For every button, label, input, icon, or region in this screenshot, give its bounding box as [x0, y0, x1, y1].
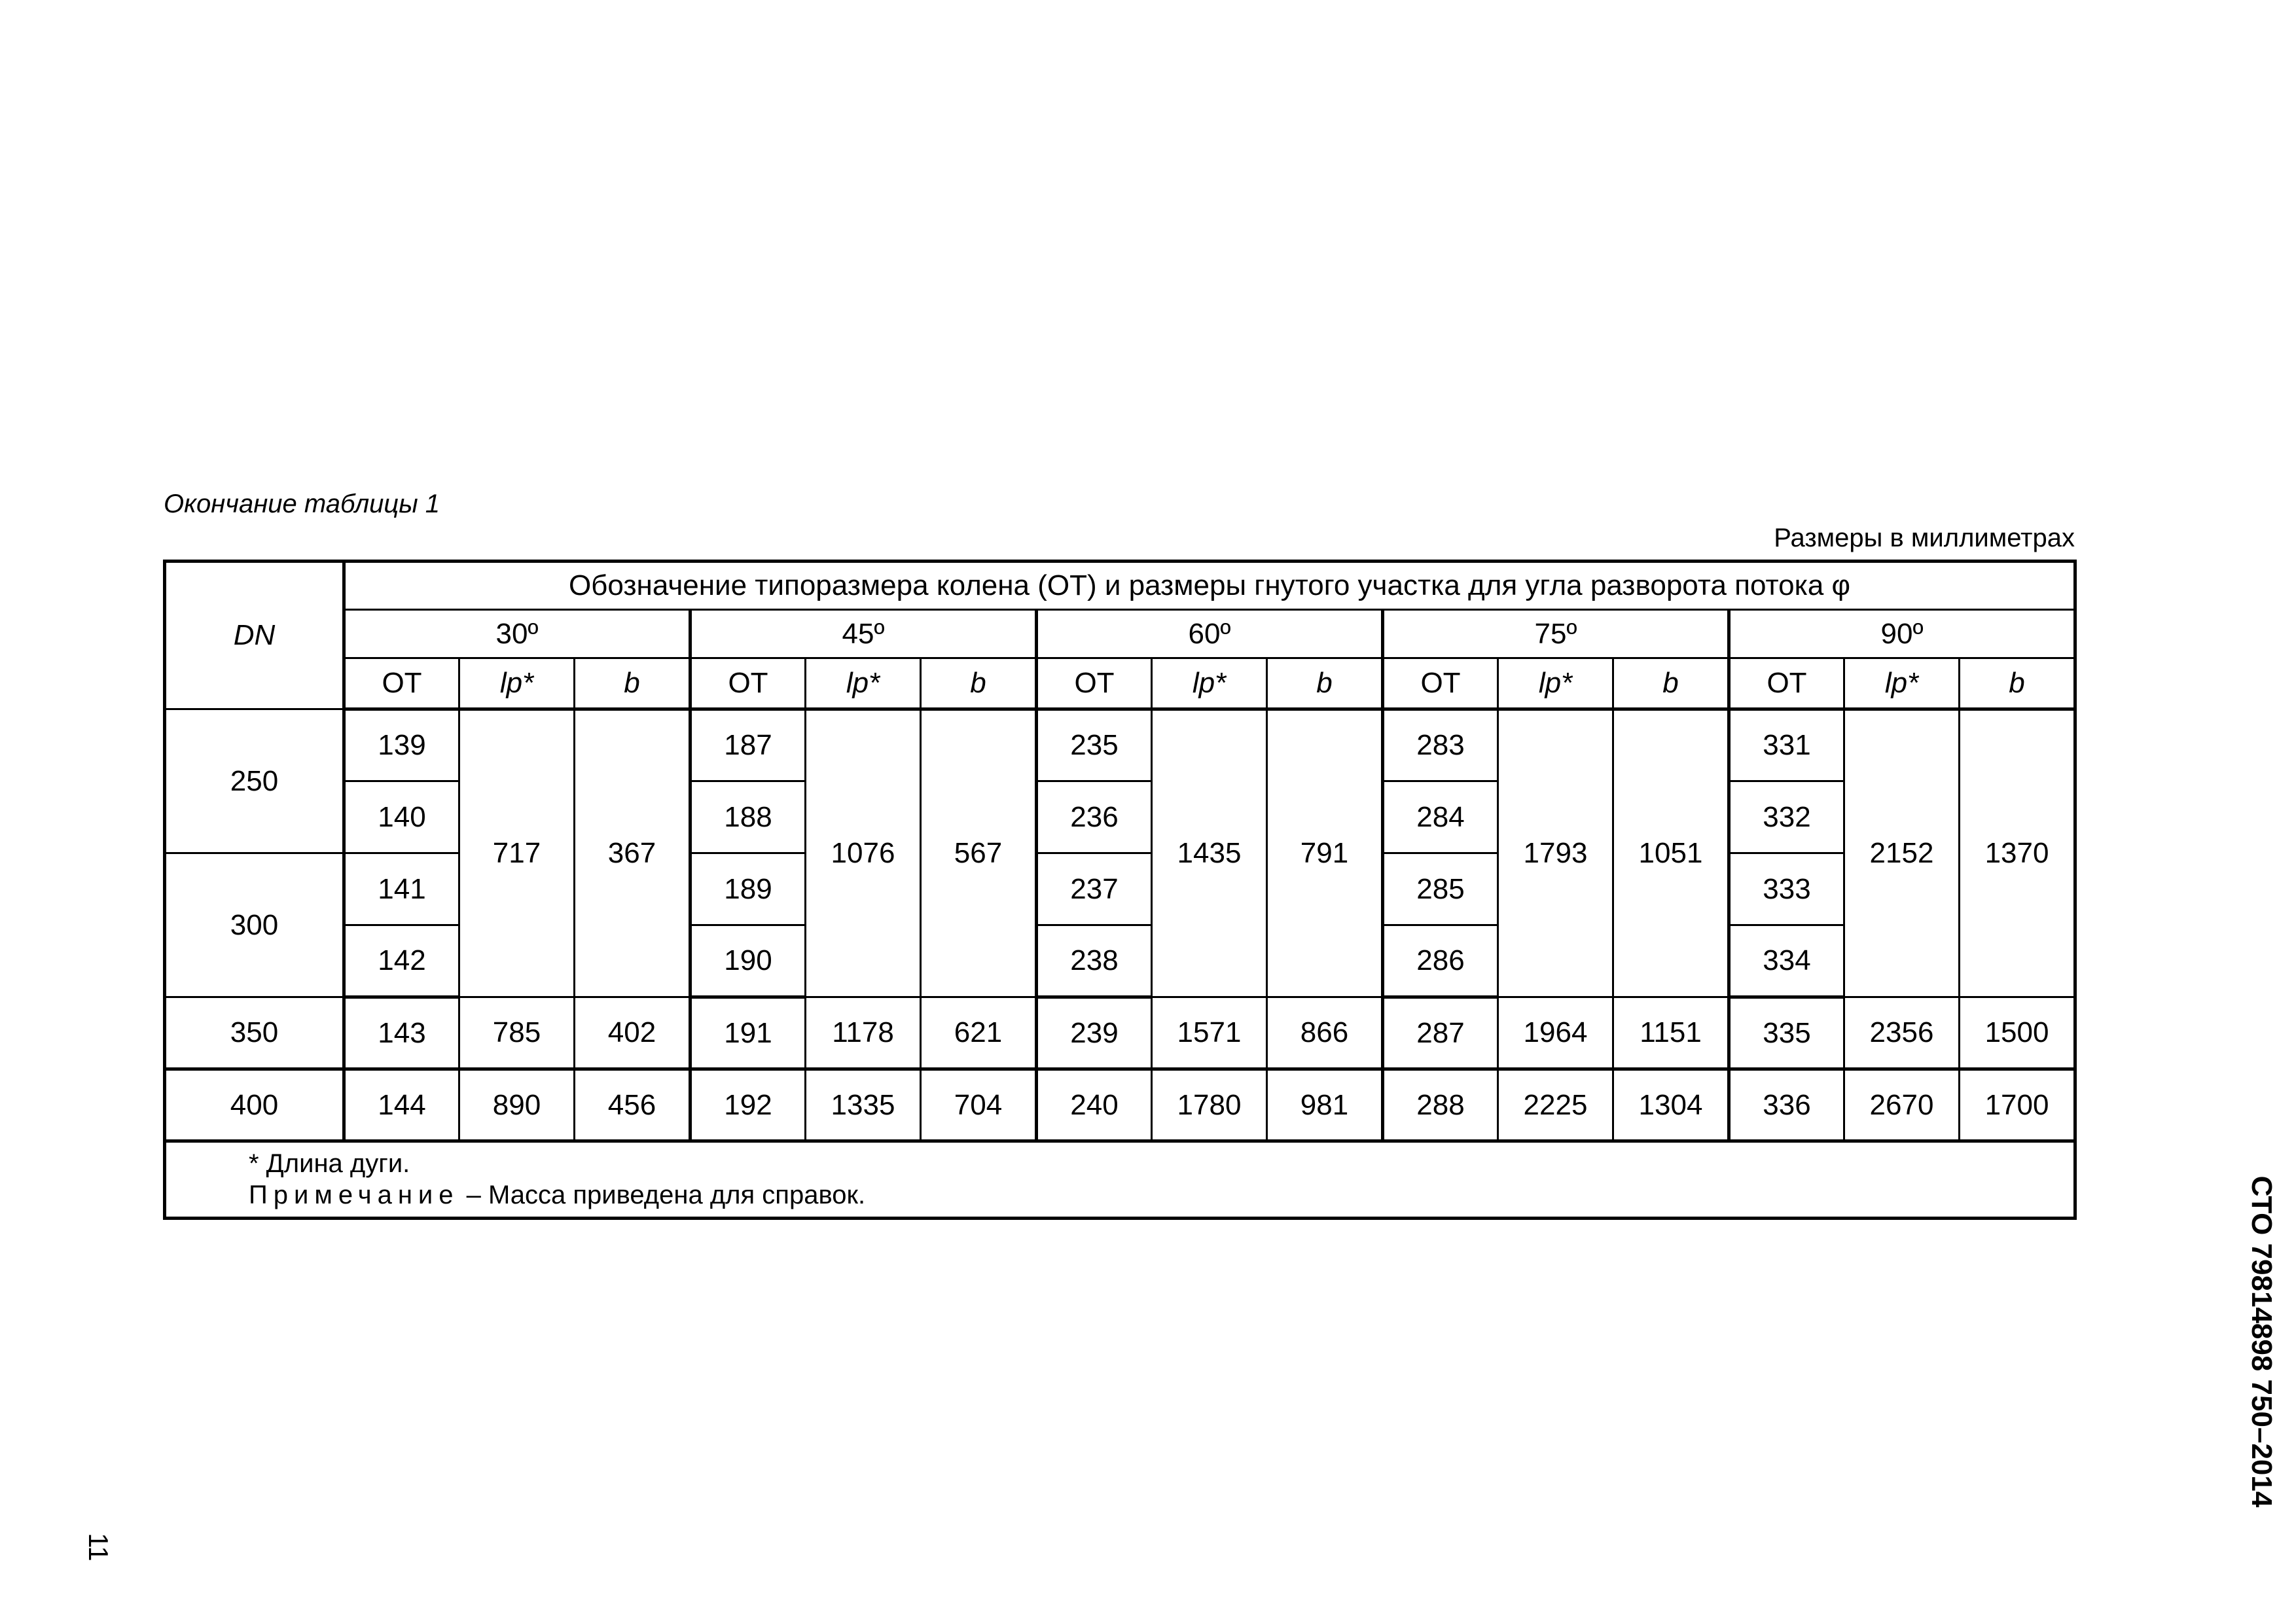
lp-cell: 1076 [806, 709, 921, 997]
b-cell: 367 [575, 709, 691, 997]
note-label: Примечание [249, 1181, 459, 1209]
standard-id: СТО 79814898 750–2014 [2246, 1175, 2278, 1508]
b-cell: 1051 [1613, 709, 1729, 997]
header-angle-60: 60º [1037, 610, 1383, 658]
ot-cell: 190 [691, 925, 806, 997]
lp-cell: 1178 [806, 997, 921, 1069]
ot-cell: 284 [1383, 781, 1498, 853]
subheader-b: b [921, 658, 1037, 709]
subheader-lp: lp* [806, 658, 921, 709]
page-number: 11 [82, 1533, 114, 1561]
note-text: – Масса приведена для справок. [459, 1181, 866, 1209]
b-cell: 456 [575, 1069, 691, 1141]
b-cell: 1500 [1960, 997, 2075, 1069]
lp-cell: 2152 [1844, 709, 1960, 997]
ot-cell: 187 [691, 709, 806, 781]
lp-cell: 785 [459, 997, 575, 1069]
ot-cell: 139 [344, 709, 459, 781]
header-angle-45: 45º [691, 610, 1037, 658]
dn-cell: 250 [165, 709, 344, 853]
subheader-lp: lp* [1844, 658, 1960, 709]
b-cell: 791 [1267, 709, 1383, 997]
dn-cell: 350 [165, 997, 344, 1069]
ot-cell: 142 [344, 925, 459, 997]
ot-cell: 331 [1729, 709, 1844, 781]
dn-cell: 400 [165, 1069, 344, 1141]
table-row [165, 1069, 2075, 1141]
subheader-lp: lp* [1498, 658, 1613, 709]
ot-cell: 285 [1383, 853, 1498, 925]
lp-cell: 717 [459, 709, 575, 997]
table-row [165, 997, 2075, 1069]
lp-cell: 1793 [1498, 709, 1613, 997]
units-note: Размеры в миллиметрах [1774, 524, 2075, 552]
ot-cell: 237 [1037, 853, 1152, 925]
ot-cell: 333 [1729, 853, 1844, 925]
b-cell: 704 [921, 1069, 1037, 1141]
lp-cell: 1964 [1498, 997, 1613, 1069]
b-cell: 402 [575, 997, 691, 1069]
b-cell: 866 [1267, 997, 1383, 1069]
table-caption: Окончание таблицы 1 [164, 490, 440, 518]
subheader-lp: lp* [459, 658, 575, 709]
subheader-b: b [1960, 658, 2075, 709]
b-cell: 621 [921, 997, 1037, 1069]
table-row [165, 925, 2075, 997]
b-cell: 1304 [1613, 1069, 1729, 1141]
header-main: Обозначение типоразмера колена (ОТ) и размеры гнутого участка для угла разворота потока φ [344, 562, 2075, 610]
header-angle-75: 75º [1383, 610, 1729, 658]
subheader-ot: ОТ [691, 658, 806, 709]
table-notes [165, 1141, 2075, 1219]
note-line [249, 1179, 2073, 1211]
ot-cell: 236 [1037, 781, 1152, 853]
lp-cell: 1780 [1152, 1069, 1267, 1141]
ot-cell: 141 [344, 853, 459, 925]
lp-cell: 2356 [1844, 997, 1960, 1069]
lp-cell: 890 [459, 1069, 575, 1141]
subheader-ot: ОТ [1037, 658, 1152, 709]
table-row [165, 781, 2075, 853]
ot-cell: 191 [691, 997, 806, 1069]
ot-cell: 336 [1729, 1069, 1844, 1141]
ot-cell: 283 [1383, 709, 1498, 781]
b-cell: 567 [921, 709, 1037, 997]
header-angle-90: 90º [1729, 610, 2075, 658]
subheader-ot: ОТ [344, 658, 459, 709]
lp-cell: 1435 [1152, 709, 1267, 997]
ot-cell: 287 [1383, 997, 1498, 1069]
lp-cell: 2670 [1844, 1069, 1960, 1141]
ot-cell: 332 [1729, 781, 1844, 853]
b-cell: 981 [1267, 1069, 1383, 1141]
ot-cell: 286 [1383, 925, 1498, 997]
subheader-ot: ОТ [1383, 658, 1498, 709]
ot-cell: 334 [1729, 925, 1844, 997]
ot-cell: 188 [691, 781, 806, 853]
header-dn: DN [165, 562, 344, 709]
subheader-b: b [1267, 658, 1383, 709]
header-angle-30: 30º [344, 610, 691, 658]
ot-cell: 140 [344, 781, 459, 853]
table-row [165, 709, 2075, 781]
dn-cell: 300 [165, 853, 344, 997]
subheader-lp: lp* [1152, 658, 1267, 709]
subheader-b: b [1613, 658, 1729, 709]
b-cell: 1370 [1960, 709, 2075, 997]
b-cell: 1700 [1960, 1069, 2075, 1141]
lp-cell: 1571 [1152, 997, 1267, 1069]
ot-cell: 335 [1729, 997, 1844, 1069]
lp-cell: 1335 [806, 1069, 921, 1141]
ot-cell: 238 [1037, 925, 1152, 997]
ot-cell: 239 [1037, 997, 1152, 1069]
ot-cell: 192 [691, 1069, 806, 1141]
ot-cell: 240 [1037, 1069, 1152, 1141]
lp-cell: 2225 [1498, 1069, 1613, 1141]
ot-cell: 143 [344, 997, 459, 1069]
dimensions-table [163, 560, 2077, 1220]
ot-cell: 189 [691, 853, 806, 925]
b-cell: 1151 [1613, 997, 1729, 1069]
footnote: * Длина дуги. [249, 1149, 410, 1178]
subheader-ot: ОТ [1729, 658, 1844, 709]
subheader-b: b [575, 658, 691, 709]
table-row [165, 853, 2075, 925]
ot-cell: 288 [1383, 1069, 1498, 1141]
ot-cell: 235 [1037, 709, 1152, 781]
ot-cell: 144 [344, 1069, 459, 1141]
